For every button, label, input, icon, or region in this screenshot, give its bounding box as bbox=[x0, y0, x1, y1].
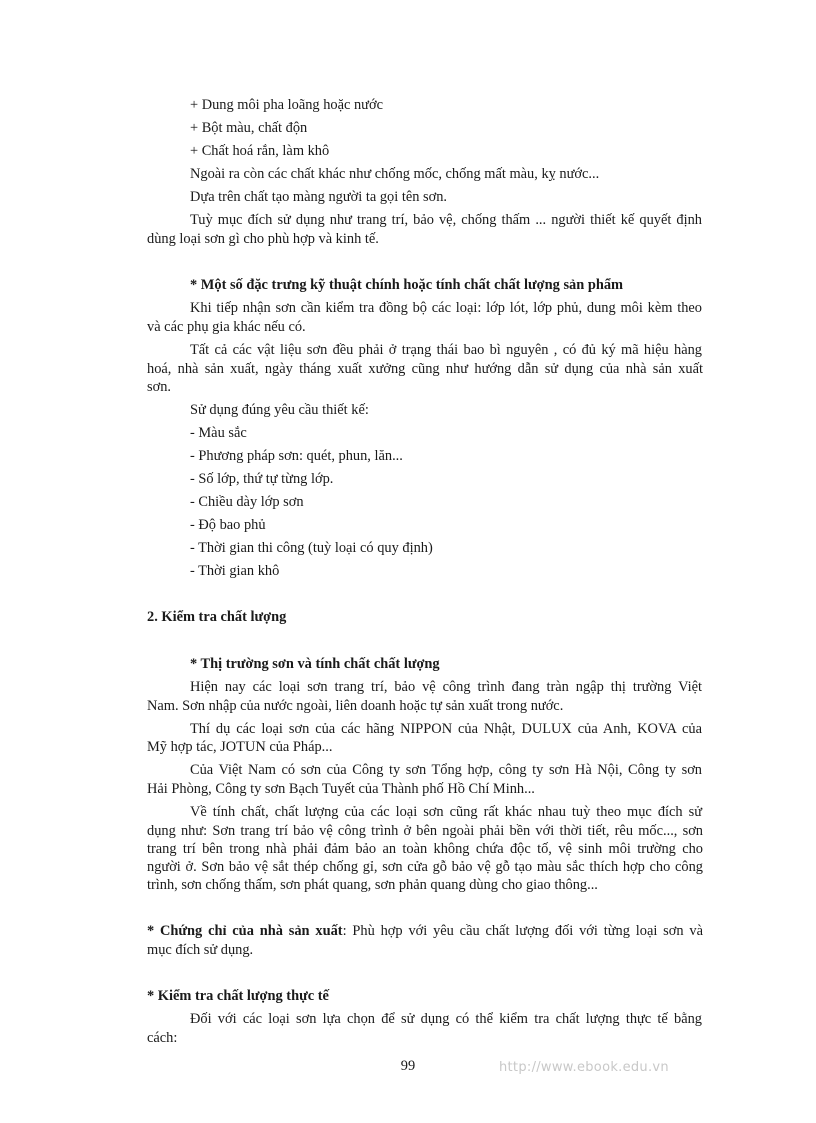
paragraph-line: Khi tiếp nhận sơn cần kiểm tra đồng bộ các loại: lớp lót, lớp phủ, dung môi kèm theo bbox=[190, 300, 702, 316]
paragraph-line: trang trí bên trong nhà phải đảm bảo an toàn không chứa độc tố, vệ sinh môi trường cho bbox=[147, 841, 703, 857]
paragraph-line: trình, sơn chống thấm, sơn phát quang, sơn phản quang dùng cho giao thông... bbox=[147, 877, 598, 893]
paragraph-line: dùng loại sơn gì cho phù hợp và kinh tế. bbox=[147, 231, 379, 247]
list-item: - Số lớp, thứ tự từng lớp. bbox=[190, 471, 334, 487]
list-item: - Màu sắc bbox=[190, 425, 247, 441]
paragraph-line: Dựa trên chất tạo màng người ta gọi tên sơn. bbox=[190, 189, 448, 205]
section-heading: * Một số đặc trưng kỹ thuật chính hoặc tính chất chất lượng sản phẩm bbox=[190, 277, 624, 293]
list-item: + Bột màu, chất độn bbox=[190, 120, 308, 136]
paragraph-line: Sử dụng đúng yêu cầu thiết kế: bbox=[190, 402, 369, 418]
paragraph-line: và các phụ gia khác nếu có. bbox=[147, 319, 306, 335]
paragraph-line: Hiện nay các loại sơn trang trí, bảo vệ công trình đang tràn ngập thị trường Việt bbox=[190, 679, 702, 695]
list-item: - Thời gian thi công (tuỳ loại có quy định) bbox=[190, 540, 433, 556]
paragraph-line: Hải Phòng, Công ty sơn Bạch Tuyết của Thành phố Hồ Chí Minh... bbox=[147, 781, 535, 797]
paragraph-line bbox=[147, 922, 703, 940]
watermark: http://www.ebook.edu.vn bbox=[499, 1060, 669, 1075]
paragraph-line: Nam. Sơn nhập của nước ngoài, liên doanh hoặc tự sản xuất trong nước. bbox=[147, 698, 564, 714]
inline-heading: * Chứng chỉ của nhà sản xuất bbox=[147, 923, 343, 939]
paragraph-line: Mỹ hợp tác, JOTUN của Pháp... bbox=[147, 739, 333, 755]
list-item: + Dung môi pha loãng hoặc nước bbox=[190, 97, 383, 113]
paragraph-line: Về tính chất, chất lượng của các loại sơn cũng rất khác nhau tuỳ theo mục đích sử bbox=[190, 804, 702, 820]
paragraph-line: sơn. bbox=[147, 379, 172, 395]
section-title: 2. Kiểm tra chất lượng bbox=[147, 609, 287, 625]
section-heading: * Thị trường sơn và tính chất chất lượng bbox=[190, 656, 440, 672]
paragraph-line: mục đích sử dụng. bbox=[147, 942, 254, 958]
paragraph-line: người ở. Sơn bảo vệ sắt thép chống gỉ, sơn cửa gỗ bảo vệ gỗ tạo màu sắc thích hợp cho công bbox=[147, 859, 703, 875]
inline-text: : Phù hợp với yêu cầu chất lượng đối với từng loại sơn và bbox=[342, 923, 703, 939]
paragraph-line: Thí dụ các loại sơn của các hãng NIPPON của Nhật, DULUX của Anh, KOVA của bbox=[190, 721, 702, 737]
list-item: - Thời gian khô bbox=[190, 563, 280, 579]
paragraph-line: cách: bbox=[147, 1030, 178, 1046]
paragraph-line: Tất cả các vật liệu sơn đều phải ở trạng thái bao bì nguyên , có đủ ký mã hiệu hàng bbox=[190, 342, 702, 358]
section-heading: * Kiểm tra chất lượng thực tế bbox=[147, 988, 329, 1004]
paragraph-line: Đối với các loại sơn lựa chọn để sử dụng có thể kiểm tra chất lượng thực tế bằng bbox=[190, 1011, 702, 1027]
list-item: - Chiều dày lớp sơn bbox=[190, 494, 304, 510]
paragraph-line: dụng như: Sơn trang trí bảo vệ công trình ở bên ngoài phải bền với thời tiết, rêu mốc..., sơn bbox=[147, 823, 703, 839]
paragraph-line: hoá, nhà sản xuất, ngày tháng xuất xưởng cũng như hướng dẫn sử dụng của nhà sản xuất bbox=[147, 361, 703, 377]
page-number: 99 bbox=[400, 1058, 416, 1074]
list-item: - Phương pháp sơn: quét, phun, lăn... bbox=[190, 448, 403, 464]
paragraph-line: Tuỳ mục đích sử dụng như trang trí, bảo vệ, chống thấm ... người thiết kế quyết định bbox=[190, 212, 702, 228]
paragraph-line: Ngoài ra còn các chất khác như chống mốc, chống mất màu, kỵ nước... bbox=[190, 166, 600, 182]
list-item: - Độ bao phủ bbox=[190, 517, 266, 533]
list-item: + Chất hoá rắn, làm khô bbox=[190, 143, 330, 159]
paragraph-line: Của Việt Nam có sơn của Công ty sơn Tổng hợp, công ty sơn Hà Nội, Công ty sơn bbox=[190, 762, 702, 778]
